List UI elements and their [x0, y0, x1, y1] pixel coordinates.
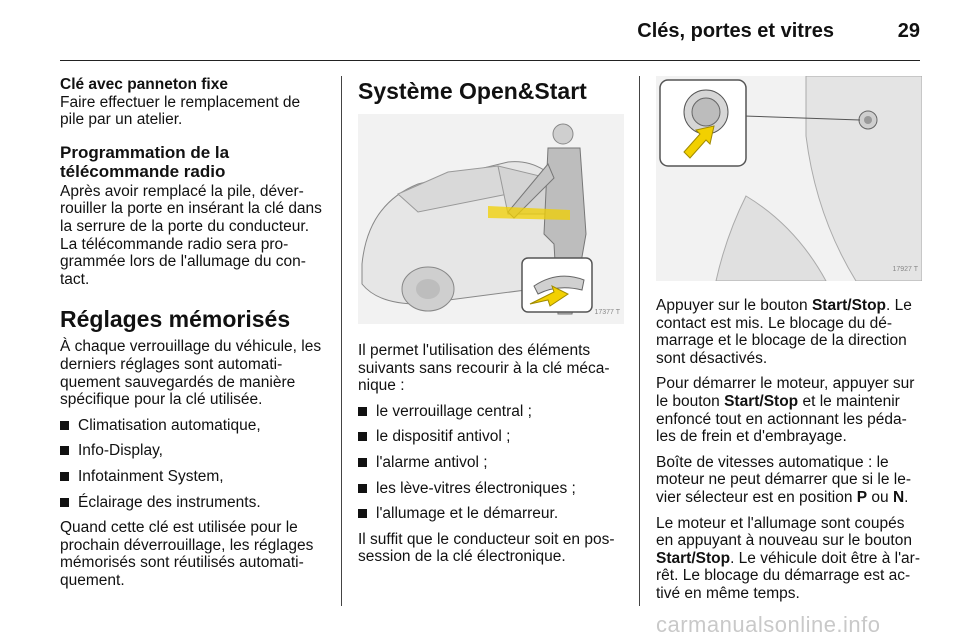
watermark: carmanualsonline.info — [656, 612, 881, 637]
page-header — [60, 20, 920, 58]
open-start-list — [358, 403, 624, 523]
programming-text: Après avoir remplacé la pile, déver-rouiller la porte en insérant la clé dans la serrure de la porte du conducteur. La télécommande radio sera pro-grammée lors de l'allumage du con-tact. — [60, 182, 322, 288]
list-item-text: l'alarme antivol ; — [376, 453, 488, 471]
list-item-text: le dispositif antivol ; — [376, 428, 511, 446]
car-door-illustration — [358, 114, 624, 324]
list-item — [358, 428, 624, 446]
list-item — [60, 442, 328, 460]
bullet-icon — [358, 509, 367, 518]
list-item — [358, 505, 624, 523]
engine-stop-paragraph: Le moteur et l'allumage sont coupés en appuyant à nouveau sur le bouton Start/Stop. Le véhicule doit être à l'ar-rêt. Le blocage du démarrage est ac-tivé en même temps. — [656, 514, 920, 602]
start-stop-paragraph-1: Appuyer sur le bouton Start/Stop. Le contact est mis. Le blocage du dé-marrage et le blocage de la direction sont désactivés. — [656, 297, 912, 367]
page-number: 29 — [897, 20, 920, 42]
memorized-settings-after: Quand cette clé est utilisée pour le prochain déverrouillage, les réglages mémorisés sont réutilisés automati-quement. — [60, 519, 314, 589]
list-item-text: l'allumage et le démarreur. — [376, 505, 559, 523]
programming-heading: Programmation de la télécommande radio — [60, 142, 230, 181]
key-title: Clé avec panneton fixe — [60, 76, 228, 93]
list-item — [60, 468, 328, 486]
memorized-settings-text: À chaque verrouillage du véhicule, les derniers réglages sont automati-quement sauvegardés de manière spécifique pour la clé utilisée. — [60, 338, 322, 409]
column-middle — [358, 76, 624, 574]
memorized-settings-list — [60, 417, 328, 511]
key-text: Faire effectuer le remplacement de pile par un atelier. — [60, 93, 301, 129]
list-item-text: Éclairage des instruments. — [78, 493, 261, 511]
list-item-text: Infotainment System, — [78, 467, 224, 485]
image-code: 17377 T — [594, 309, 620, 317]
start-button-illustration — [656, 76, 922, 281]
memorized-settings-heading: Réglages mémorisés — [60, 306, 291, 333]
list-item-text: les lève-vitres électroniques ; — [376, 479, 576, 497]
bullet-icon — [358, 407, 367, 416]
header-divider — [60, 60, 920, 61]
list-item-text: le verrouillage central ; — [376, 402, 532, 420]
column-left — [60, 76, 328, 597]
open-start-intro: Il permet l'utilisation des éléments suivants sans recourir à la clé méca-nique : — [358, 342, 610, 395]
start-button-drawing — [656, 76, 922, 281]
bullet-icon — [60, 498, 69, 507]
list-item — [358, 403, 624, 421]
column-right — [656, 76, 926, 611]
chapter-title: Clés, portes et vitres — [637, 20, 834, 42]
open-start-outro: Il suffit que le conducteur soit en pos-session de la clé électronique. — [358, 530, 615, 566]
automatic-gearbox-paragraph: Boîte de vitesses automatique : le moteur ne peut démarrer que si le le-vier sélecteur est en position P ou N. — [656, 453, 912, 506]
open-start-heading: Système Open&Start — [358, 78, 587, 104]
bullet-icon — [358, 432, 367, 441]
bullet-icon — [60, 421, 69, 430]
column-divider — [639, 76, 640, 606]
bullet-icon — [358, 484, 367, 493]
list-item — [60, 494, 328, 512]
start-stop-paragraph-2: Pour démarrer le moteur, appuyer sur le bouton Start/Stop et le maintenir enfoncé tout en actionnant les péda-les de frein et d'embrayage. — [656, 375, 915, 446]
bullet-icon — [60, 446, 69, 455]
list-item-text: Info-Display, — [78, 442, 163, 460]
car-door-drawing — [358, 114, 624, 324]
bullet-icon — [60, 472, 69, 481]
column-divider — [341, 76, 342, 606]
list-item-text: Climatisation automatique, — [78, 416, 261, 434]
list-item — [60, 417, 328, 435]
image-code: 17927 T — [892, 266, 918, 274]
list-item — [358, 480, 624, 498]
bullet-icon — [358, 458, 367, 467]
list-item — [358, 454, 624, 472]
